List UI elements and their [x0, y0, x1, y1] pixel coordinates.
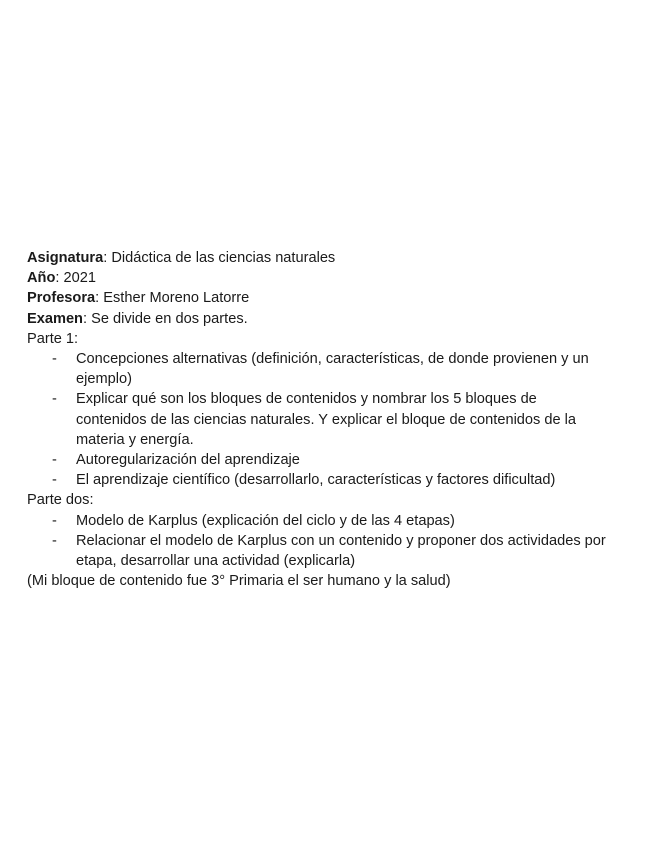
teacher-value: : Esther Moreno Latorre — [95, 290, 250, 307]
bullet-dash: - — [52, 512, 57, 529]
bullet-dash: - — [52, 532, 57, 549]
subject-label: Asignatura — [27, 250, 104, 266]
year-value: : 2021 — [55, 270, 96, 287]
list-item — [27, 389, 627, 450]
part1-title: Parte 1: — [27, 330, 79, 347]
year-line — [27, 268, 627, 288]
list-item-text: El aprendizaje científico (desarrollarlo, características y factores dificultad) — [76, 472, 556, 489]
list-item — [27, 470, 627, 490]
teacher-line — [27, 288, 627, 308]
document-body — [27, 248, 627, 591]
list-item — [27, 349, 627, 389]
part1-list — [27, 349, 627, 490]
list-item — [27, 511, 627, 531]
bullet-dash: - — [52, 391, 57, 408]
teacher-label: Profesora — [27, 290, 96, 307]
list-item — [27, 450, 627, 470]
subject-value: : Didáctica de las ciencias naturales — [103, 250, 336, 266]
list-item-text: Relacionar el modelo de Karplus con un contenido y proponer dos actividades por etapa, desarrollar una actividad (explicarla) — [76, 532, 606, 570]
exam-value: : Se divide en dos partes. — [82, 310, 248, 327]
bullet-dash: - — [52, 452, 57, 469]
list-item-text: Autoregularización del aprendizaje — [76, 452, 300, 469]
part2-list — [27, 511, 627, 572]
exam-label: Examen — [27, 310, 83, 327]
year-label: Año — [27, 270, 56, 287]
part2-title: Parte dos: — [27, 492, 94, 509]
subject-line — [27, 248, 627, 268]
list-item-text: Concepciones alternativas (definición, características, de donde provienen y un ejemplo) — [76, 351, 589, 388]
list-item-text: Modelo de Karplus (explicación del ciclo y de las 4 etapas) — [76, 512, 455, 529]
bullet-dash: - — [52, 472, 57, 489]
bullet-dash: - — [52, 351, 57, 368]
list-item-text: Explicar qué son los bloques de contenidos y nombrar los 5 bloques de contenidos de las ciencias naturales. Y explicar el bloque de contenidos de la materia y energía. — [76, 391, 577, 448]
footnote: (Mi bloque de contenido fue 3° Primaria el ser humano y la salud) — [27, 573, 451, 590]
list-item — [27, 531, 627, 571]
exam-line — [27, 309, 627, 329]
